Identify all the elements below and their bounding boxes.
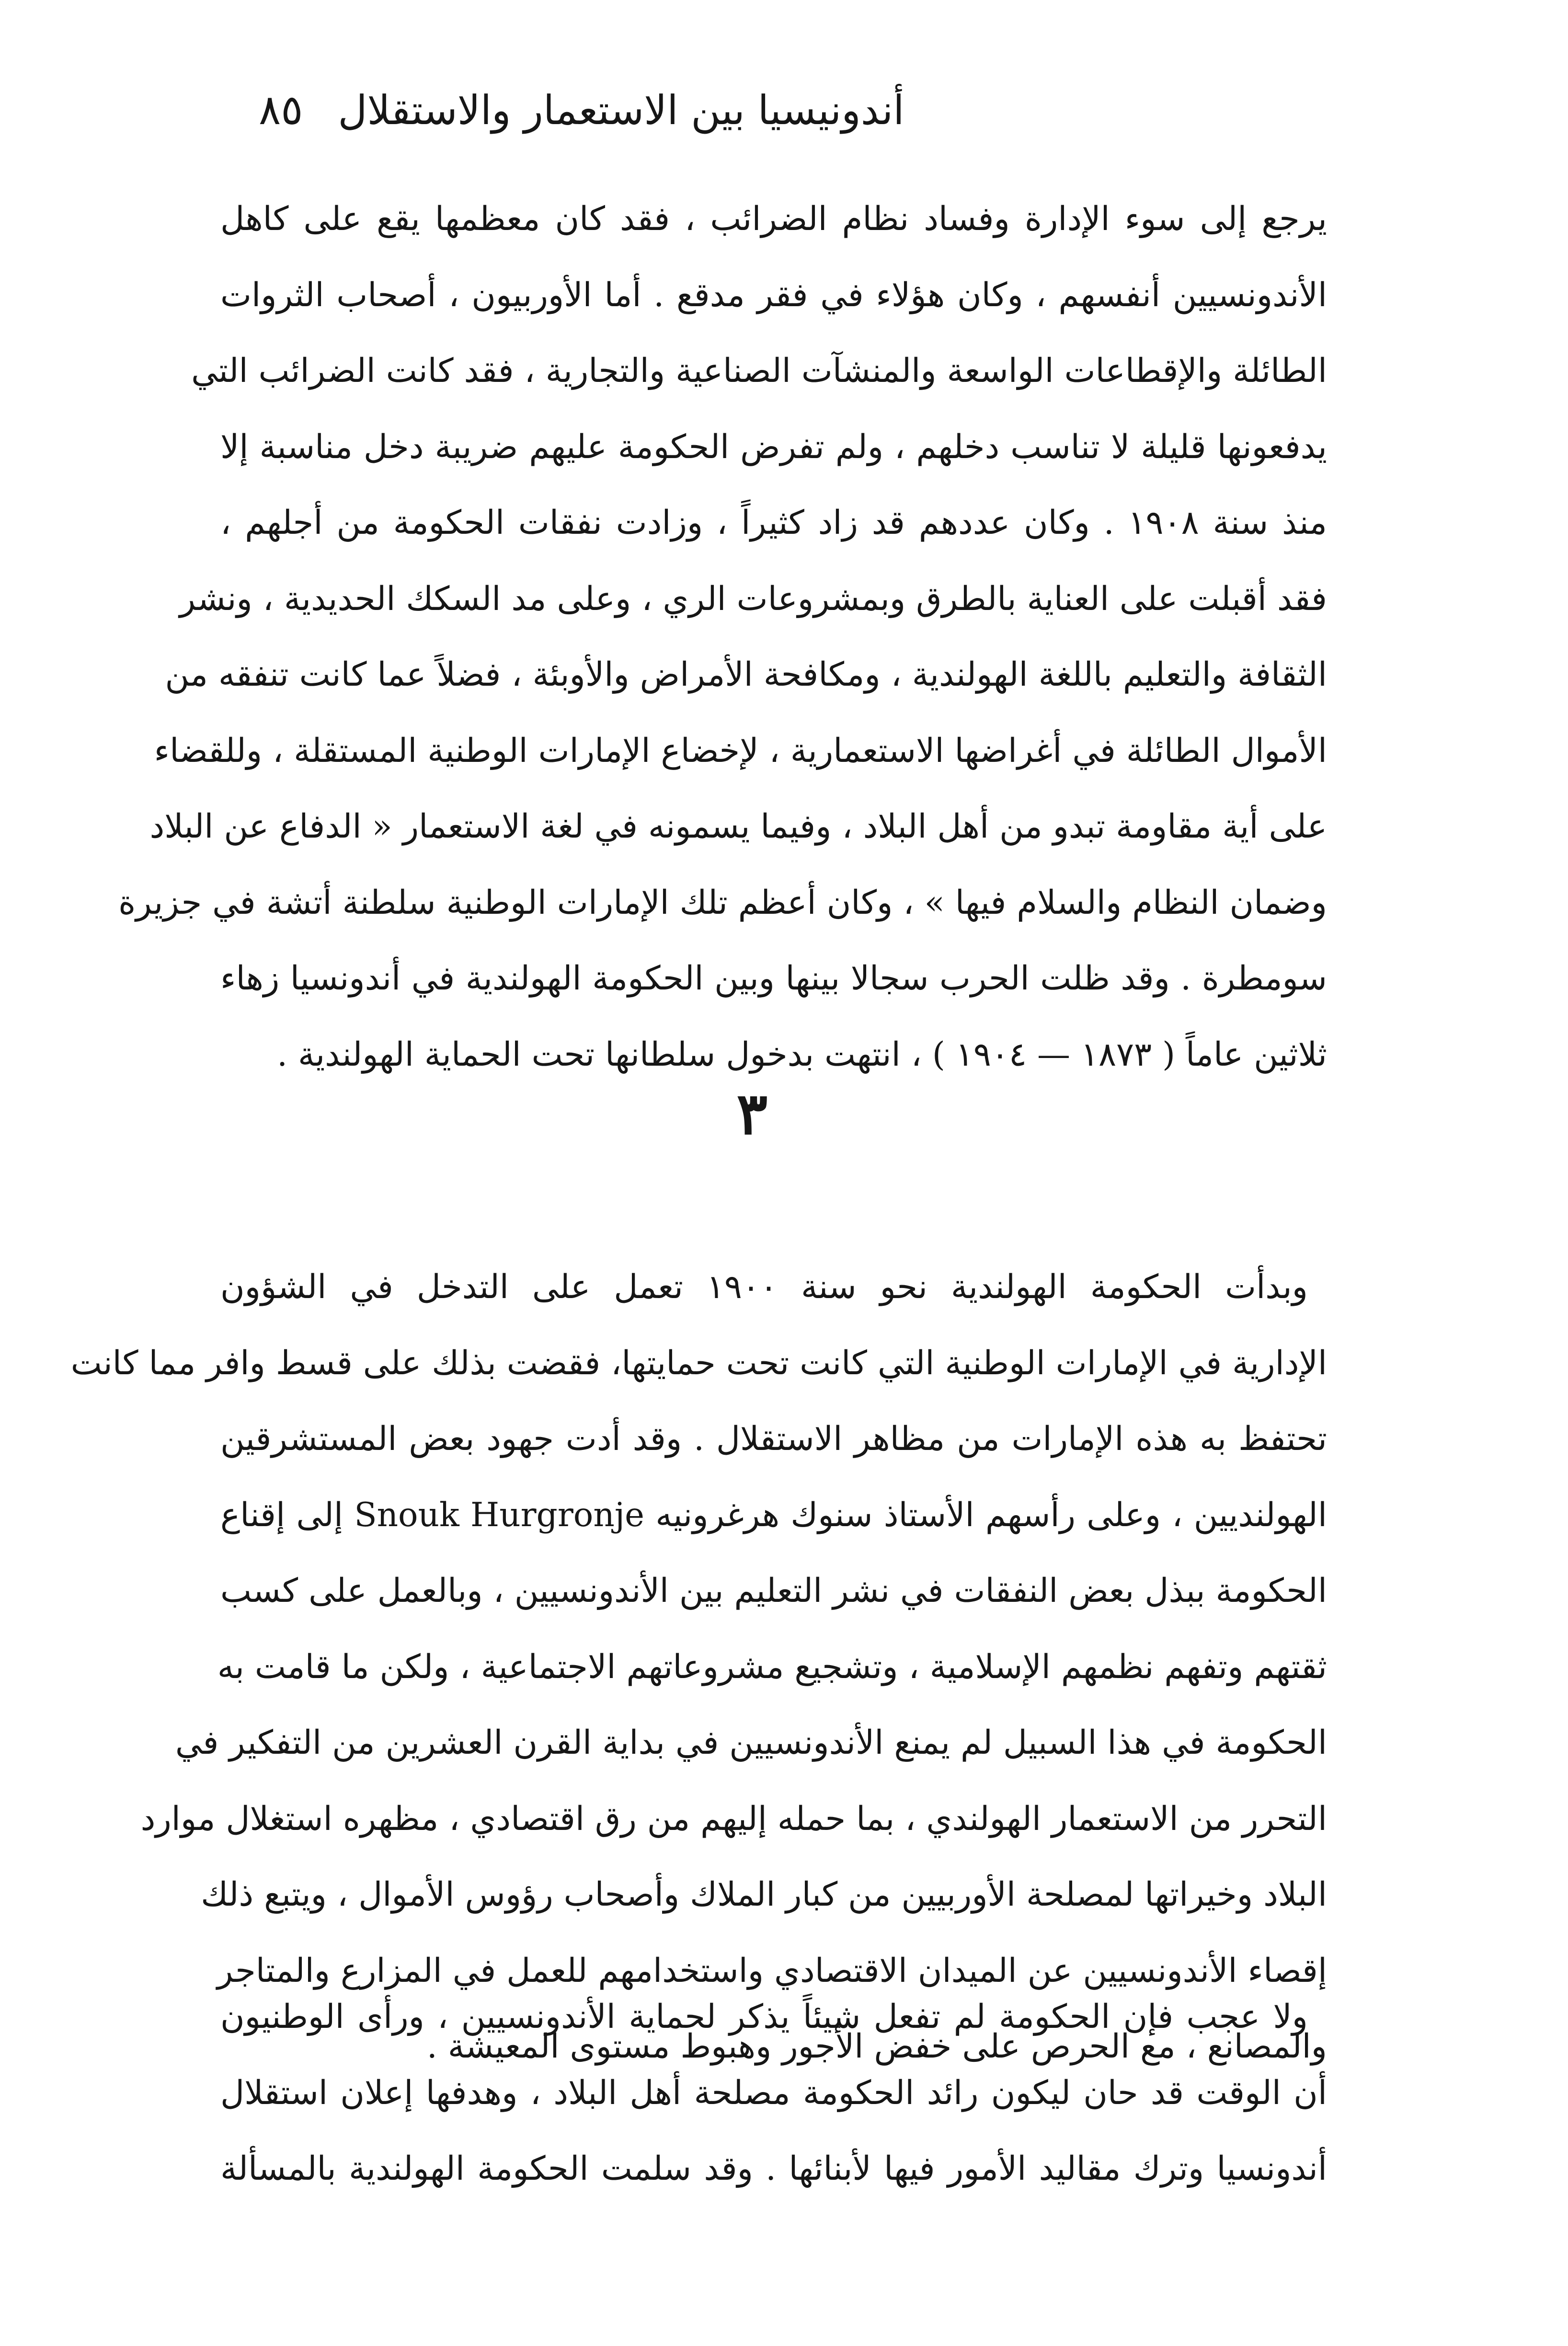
text-line: والمصانع ، مع الحرص على خفض الأجور وهبوط مستوى المعيشة . — [426, 2027, 1327, 2066]
text-line: الطائلة والإقطاعات الواسعة والمنشآت الصناعية والتجارية ، فقد كانت الضرائب التي — [191, 352, 1327, 390]
text-line: تحتفظ به هذه الإمارات من مظاهر الاستقلال . وقد أدت جهود بعض المستشرقين — [220, 1420, 1327, 1458]
page-number: ٨٥ — [259, 86, 303, 134]
text-line: أن الوقت قد حان ليكون رائد الحكومة مصلحة أهل البلاد ، وهدفها إعلان استقلال — [220, 2073, 1327, 2112]
text-line: التحرر من الاستعمار الهولندي ، بما حمله إليهم من رق اقتصادي ، مظهره استغلال موارد — [140, 1799, 1327, 1838]
text-line: البلاد وخيراتها لمصلحة الأوربيين من كبار الملاك وأصحاب رؤوس الأموال ، ويتبع ذلك — [201, 1875, 1327, 1914]
text-line: الأموال الطائلة في أغراضها الاستعمارية ، لإخضاع الإمارات الوطنية المستقلة ، وللقضاء — [154, 731, 1327, 770]
text-line: الهولنديين ، وعلى رأسهم الأستاذ سنوك هرغرونيه Snouk Hurgronje إلى إقناع — [220, 1495, 1327, 1534]
text-line: أندونسيا وترك مقاليد الأمور فيها لأبنائها . وقد سلمت الحكومة الهولندية بالمسألة — [220, 2150, 1327, 2188]
text-line: الإدارية في الإمارات الوطنية التي كانت تحت حمايتها، فقضت بذلك على قسط وافر مما كانت — [70, 1344, 1327, 1382]
text-line: الحكومة ببذل بعض النفقات في نشر التعليم بين الأندونسيين ، وبالعمل على كسب — [220, 1572, 1327, 1610]
paragraph-section-2 — [70, 1249, 1327, 2085]
text-line: منذ سنة ١٩٠٨ . وكان عددهم قد زاد كثيراً ، وزادت نفقات الحكومة من أجلهم ، — [220, 504, 1327, 542]
running-title: أندونيسيا بين الاستعمار والاستقلال — [338, 87, 904, 134]
text-line: الحكومة في هذا السبيل لم يمنع الأندونسيين في بداية القرن العشرين من التفكير في — [175, 1724, 1327, 1762]
text-line: سومطرة . وقد ظلت الحرب سجالا بينها وبين الحكومة الهولندية في أندونسيا زهاء — [220, 959, 1327, 998]
section-number: ٣ — [736, 1080, 768, 1148]
text-line: وبدأت الحكومة الهولندية نحو سنة ١٩٠٠ تعمل على التدخل في الشؤون — [220, 1268, 1308, 1306]
text-line: وضمان النظام والسلام فيها » ، وكان أعظم تلك الإمارات الوطنية سلطنة أتشة في جزيرة — [118, 883, 1327, 922]
text-line: إقصاء الأندونسيين عن الميدان الاقتصادي واستخدامهم للعمل في المزارع والمتاجر — [217, 1951, 1327, 1990]
text-line: الثقافة والتعليم باللغة الهولندية ، ومكافحة الأمراض والأوبئة ، فضلاً عما كانت تنفقه من — [165, 656, 1327, 694]
text-line: على أية مقاومة تبدو من أهل البلاد ، وفيما يسمونه في لغة الاستعمار « الدفاع عن البلاد — [149, 807, 1327, 846]
text-line: الأندونسيين أنفسهم ، وكان هؤلاء في فقر مدقع . أما الأوربيون ، أصحاب الثروات — [220, 276, 1327, 314]
text-line: ثقتهم وتفهم نظمهم الإسلامية ، وتشجيع مشروعاتهم الاجتماعية ، ولكن ما قامت به — [217, 1647, 1327, 1686]
text-line: فقد أقبلت على العناية بالطرق وبمشروعات الري ، وعلى مد السكك الحديدية ، ونشر — [179, 579, 1327, 618]
text-line: يرجع إلى سوء الإدارة وفساد نظام الضرائب ، فقد كان معظمها يقع على كاهل — [220, 200, 1327, 238]
text-line: ثلاثين عاماً ( ١٨٧٣ — ١٩٠٤ ) ، انتهت بدخول سلطانها تحت الحماية الهولندية . — [277, 1035, 1327, 1074]
paragraph-section-3 — [220, 1979, 1327, 2207]
text-line: يدفعونها قليلة لا تناسب دخلهم ، ولم تفرض الحكومة عليهم ضريبة دخل مناسبة إلا — [220, 427, 1327, 466]
paragraph-section-1 — [118, 181, 1327, 1092]
text-line: ولا عجب فإن الحكومة لم تفعل شيئاً يذكر لحماية الأندونسيين ، ورأى الوطنيون — [220, 1998, 1308, 2036]
